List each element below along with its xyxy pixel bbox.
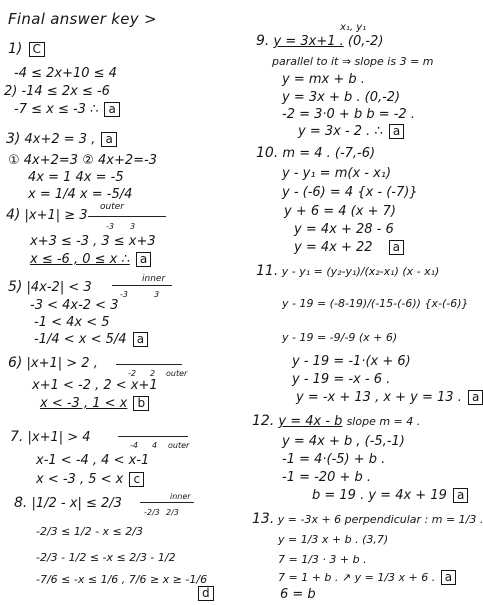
step-text: y = -3x + 6 — [277, 513, 342, 526]
step-text: perpendicular : m = 1/3 . — [344, 513, 483, 526]
step-text: 7 = 1 + b . ↗ y = 1/3 x + 6 . — [278, 571, 436, 584]
number-line — [118, 436, 188, 437]
step: -2 = 3·0 + b b = -2 . — [282, 107, 415, 122]
answer-box: a — [104, 102, 119, 117]
step — [30, 252, 151, 267]
answer-box: a — [468, 390, 483, 405]
problem-number: 1) — [8, 41, 23, 57]
number-line — [140, 502, 194, 503]
step — [34, 332, 148, 347]
problem-4 — [6, 208, 88, 223]
inner-label: inner — [170, 492, 191, 501]
step: y = 4x + 28 - 6 — [294, 222, 394, 237]
step — [298, 124, 404, 139]
step-text: -1/4 < x < 5/4 — [34, 332, 127, 347]
outer-label: outer — [100, 202, 124, 212]
problem-number: 11. — [256, 263, 279, 279]
problem-12 — [252, 414, 420, 429]
step: x = 1/4 x = -5/4 — [28, 187, 133, 202]
step: 4x = 1 4x = -5 — [28, 170, 124, 185]
tick-label: -2/3 — [144, 508, 160, 517]
step — [40, 396, 149, 411]
step-text: y = 4x + 22 — [294, 240, 373, 255]
step: y - 19 = (-8-19)/(-15-(-6)) {x-(-6)} — [282, 297, 469, 310]
problem-1 — [8, 42, 45, 57]
step-text: y = 3x - 2 . ∴ — [298, 124, 383, 139]
step: x-1 < -4 , 4 < x-1 — [36, 453, 150, 468]
step-text: |x+1| > 2 , — [26, 356, 98, 371]
problem-number: 10. — [256, 145, 279, 161]
step: -2/3 - 1/2 ≤ -x ≤ 2/3 - 1/2 — [36, 551, 176, 564]
step: y + 6 = 4 (x + 7) — [284, 204, 396, 219]
step: x+3 ≤ -3 , 3 ≤ x+3 — [30, 234, 156, 249]
problem-number: 3) — [6, 131, 21, 147]
step-text: (0,-2) — [347, 34, 384, 49]
problem-number: 4) — [6, 207, 21, 223]
answer-line — [196, 586, 214, 601]
step-text: slope m = 4 . — [346, 415, 421, 428]
tick-label: 4 — [152, 441, 158, 450]
problem-7 — [10, 430, 91, 445]
step-text: x ≤ -6 , 0 ≤ x ∴ — [30, 252, 130, 267]
step: y - 19 = -9/-9 (x + 6) — [282, 331, 398, 344]
step: parallel to it ⇒ slope is 3 = m — [272, 55, 434, 68]
step-text: b = 19 . y = 4x + 19 — [312, 488, 447, 503]
point-label: x₁, y₁ — [340, 22, 367, 33]
step: y = 1/3 x + b . (3,7) — [278, 533, 389, 546]
step: y - y₁ = m(x - x₁) — [282, 166, 392, 181]
step: 7 = 1/3 · 3 + b . — [278, 553, 367, 566]
problem-number: 9. — [256, 33, 270, 49]
step — [296, 390, 483, 405]
step-text: |4x-2| < 3 — [26, 280, 92, 295]
problem-10 — [256, 146, 375, 161]
answer-box: b — [133, 396, 149, 411]
page-title: Final answer key > — [8, 10, 157, 28]
problem-number: 7. — [10, 429, 24, 445]
step: x+1 < -2 , 2 < x+1 — [32, 378, 158, 393]
step — [278, 570, 456, 585]
answer-box: a — [133, 332, 148, 347]
problem-number: 5) — [8, 279, 23, 295]
problem-9 — [256, 34, 383, 49]
answer-box: c — [129, 472, 144, 487]
problem-8 — [14, 496, 122, 511]
problem-3 — [6, 132, 117, 147]
step: ① 4x+2=3 ② 4x+2=-3 — [8, 153, 157, 168]
step — [36, 472, 144, 487]
tick-label: 2 — [150, 369, 156, 378]
step-text: x < -3 , 5 < x — [36, 472, 124, 487]
answer-box: a — [101, 132, 116, 147]
step-text: y = -x + 13 , x + y = 13 . — [296, 390, 462, 405]
tick-label: 3 — [154, 290, 160, 299]
step-text: y - y₁ = (y₂-y₁)/(x₂-x₁) (x - x₁) — [281, 265, 440, 278]
problem-6 — [8, 356, 98, 371]
step: -4 ≤ 2x+10 ≤ 4 — [14, 66, 117, 81]
step-text: 4x+2 = 3 , — [24, 132, 96, 147]
step: -1 = 4·(-5) + b . — [282, 452, 386, 467]
number-line — [88, 216, 166, 217]
answer-box: a — [136, 252, 151, 267]
step: y - 19 = -x - 6 . — [292, 372, 391, 387]
step-text: |x+1| ≥ 3 — [24, 208, 88, 223]
number-line — [112, 285, 172, 286]
tick-label: 2/3 — [166, 508, 179, 517]
answer-box: C — [29, 42, 45, 57]
step: y = mx + b . — [282, 72, 365, 87]
step: -1 < 4x < 5 — [34, 315, 110, 330]
answer-box: a — [453, 488, 468, 503]
outer-label: outer — [168, 441, 190, 450]
step: -3 < 4x-2 < 3 — [30, 298, 119, 313]
tick-label: -2 — [128, 369, 136, 378]
step — [294, 240, 404, 255]
problem-11 — [256, 264, 439, 279]
problem-number: 8. — [14, 495, 28, 511]
step-text: y = 4x - b — [278, 414, 343, 429]
step-text: -7 ≤ x ≤ -3 ∴ — [14, 102, 99, 117]
answer-box: a — [441, 570, 456, 585]
step-text: |x+1| > 4 — [27, 430, 91, 445]
number-line — [116, 364, 182, 365]
step: y - (-6) = 4 {x - (-7)} — [282, 185, 418, 200]
step: y = 3x + b . (0,-2) — [282, 90, 401, 105]
step: y = 4x + b , (-5,-1) — [282, 434, 405, 449]
step: -1 = -20 + b . — [282, 470, 372, 485]
problem-5 — [8, 280, 92, 295]
step: -7/6 ≤ -x ≤ 1/6 , 7/6 ≥ x ≥ -1/6 — [36, 573, 208, 586]
step: 6 = b — [280, 587, 316, 602]
tick-label: -3 — [106, 222, 114, 231]
step-text: m = 4 . (-7,-6) — [282, 146, 376, 161]
problem-number: 6) — [8, 355, 23, 371]
tick-label: -4 — [130, 441, 138, 450]
step — [14, 102, 120, 117]
step-text: y = 3x+1 . — [273, 34, 344, 49]
step: -2/3 ≤ 1/2 - x ≤ 2/3 — [36, 525, 143, 538]
answer-box: a — [389, 240, 404, 255]
step: y - 19 = -1·(x + 6) — [292, 354, 411, 369]
problem-number: 12. — [252, 413, 275, 429]
step-text: x < -3 , 1 < x — [40, 396, 128, 411]
tick-label: -3 — [120, 290, 128, 299]
step — [312, 488, 468, 503]
answer-box: d — [198, 586, 214, 601]
inner-label: inner — [142, 274, 166, 284]
problem-number: 13. — [252, 511, 275, 527]
step: 2) -14 ≤ 2x ≤ -6 — [4, 84, 110, 99]
step-text: |1/2 - x| ≤ 2/3 — [31, 496, 122, 511]
tick-label: 3 — [130, 222, 136, 231]
problem-13 — [252, 512, 483, 527]
answer-box: a — [389, 124, 404, 139]
outer-label: outer — [166, 369, 188, 378]
